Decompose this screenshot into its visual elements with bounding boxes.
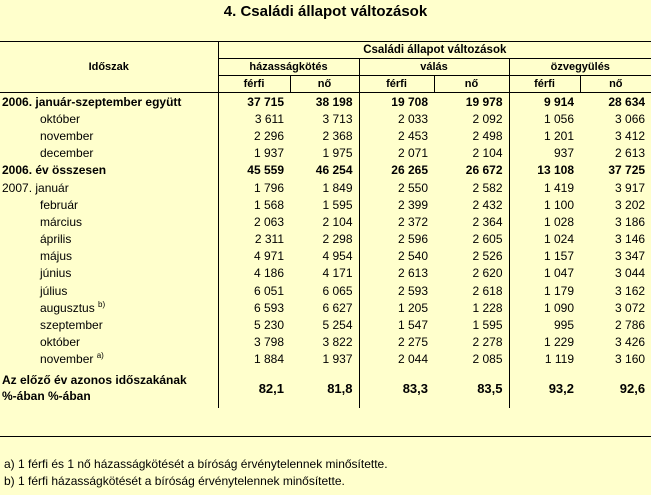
table-cell: 2 298 (322, 232, 353, 247)
table-cell: 2 786 (615, 318, 646, 333)
table-cell: 2 372 (359, 213, 434, 230)
table-cell: 1 205 (359, 299, 434, 316)
table-cell: 2 085 (472, 352, 503, 367)
data-table-container (0, 41, 651, 437)
table-row (0, 213, 651, 230)
header-leaf: nő (290, 76, 359, 93)
row-label: 2007. január (0, 179, 218, 196)
footnote-b: b) 1 férfi házasságkötését a bíróság érvénytelennek minősítette. (4, 474, 345, 488)
table-cell: 3 146 (615, 232, 646, 247)
table-cell: 3 713 (322, 111, 353, 126)
table-cell: 1 937 (322, 352, 353, 367)
footnote-marker: a) (96, 351, 104, 361)
table-cell: 2 582 (472, 180, 503, 195)
table-row (0, 248, 651, 265)
table-cell: 3 426 (615, 335, 646, 350)
table-cell: 6 065 (322, 283, 353, 298)
table-cell: 1 937 (253, 146, 284, 161)
row-label: október (0, 334, 218, 351)
row-label: november (0, 127, 218, 144)
table-cell: 1 796 (253, 180, 284, 195)
table-cell: 2 071 (359, 145, 434, 162)
table-cell: 2 453 (359, 127, 434, 144)
table-cell: 1 595 (472, 318, 503, 333)
table-cell: 2 278 (472, 335, 503, 350)
table-cell: 5 230 (253, 318, 284, 333)
row-label: június (0, 265, 218, 282)
table-cell: 1 028 (509, 213, 580, 230)
table-cell: 2 620 (472, 266, 503, 281)
table-row (0, 282, 651, 299)
table-cell: 1 056 (509, 110, 580, 127)
row-label: 2006. év összesen (0, 162, 218, 179)
table-cell: 46 254 (315, 163, 353, 178)
table-cell: 2 104 (322, 214, 353, 229)
table-cell: 1 047 (509, 265, 580, 282)
table-row (0, 110, 651, 127)
percentage-cell: 83,3 (359, 368, 434, 408)
table-cell: 3 162 (615, 283, 646, 298)
table-cell: 995 (509, 316, 580, 333)
data-table (0, 42, 651, 408)
table-cell: 1 595 (322, 197, 353, 212)
table-cell: 6 627 (322, 300, 353, 315)
page-title: 4. Családi állapot változások (223, 3, 428, 20)
table-cell: 1 100 (509, 196, 580, 213)
table-cell: 19 708 (359, 93, 434, 111)
table-cell: 2 368 (322, 128, 353, 143)
header-leaf: nő (434, 76, 509, 93)
table-cell: 2 092 (472, 111, 503, 126)
table-cell: 28 634 (608, 94, 646, 109)
row-label: december (0, 145, 218, 162)
row-label: november $^{a)}$ (0, 351, 218, 368)
row-label: október (0, 110, 218, 127)
row-label: április (0, 231, 218, 248)
table-cell: 2 275 (359, 334, 434, 351)
table-row (0, 316, 651, 333)
table-cell: 1 228 (472, 300, 503, 315)
table-cell: 3 044 (615, 266, 646, 281)
percentage-row (0, 368, 651, 408)
table-cell: 2 613 (615, 146, 646, 161)
table-row (0, 196, 651, 213)
table-cell: 3 186 (615, 214, 646, 229)
row-label: május (0, 248, 218, 265)
table-cell: 3 822 (322, 335, 353, 350)
row-label: szeptember (0, 316, 218, 333)
table-cell: 1 568 (253, 197, 284, 212)
table-cell: 1 090 (509, 299, 580, 316)
row-label: július (0, 282, 218, 299)
header-group-marriage: házasságkötés (218, 59, 359, 76)
table-cell: 3 412 (615, 128, 646, 143)
header-leaf: nő (580, 76, 651, 93)
table-cell: 3 202 (615, 197, 646, 212)
table-cell: 2 498 (472, 128, 503, 143)
table-cell: 2 296 (253, 128, 284, 143)
table-cell: 1 157 (509, 248, 580, 265)
table-cell: 6 051 (253, 283, 284, 298)
table-cell: 1 201 (509, 127, 580, 144)
table-cell: 2 540 (359, 248, 434, 265)
percentage-cell: 93,2 (509, 368, 580, 408)
table-cell: 45 559 (247, 163, 284, 178)
table-cell: 2 364 (472, 214, 503, 229)
row-label: február (0, 196, 218, 213)
table-cell: 3 347 (615, 249, 646, 264)
footnotes (4, 456, 388, 490)
header-group-divorce: válás (359, 59, 509, 76)
table-cell: 2 432 (472, 197, 503, 212)
table-cell: 3 798 (253, 335, 284, 350)
table-cell: 4 971 (253, 249, 284, 264)
table-cell: 2 596 (359, 231, 434, 248)
footnote-a: a) 1 férfi és 1 nő házasságkötését a bíróság érvénytelennek minősítette. (4, 457, 388, 471)
table-cell: 1 975 (322, 146, 353, 161)
row-label: március (0, 213, 218, 230)
table-row (0, 93, 651, 111)
table-row (0, 231, 651, 248)
table-cell: 3 917 (615, 180, 646, 195)
percentage-cell: 83,5 (477, 380, 503, 396)
table-cell: 4 171 (322, 266, 353, 281)
table-row (0, 299, 651, 316)
table-cell: 4 186 (253, 266, 284, 281)
table-cell: 5 254 (322, 318, 353, 333)
percentage-cell: 82,1 (258, 380, 284, 396)
table-cell: 2 063 (253, 214, 284, 229)
table-cell: 2 033 (359, 110, 434, 127)
table-cell: 2 618 (472, 283, 503, 298)
percentage-label: Az előző év azonos időszakának %-ában %-ában (0, 368, 218, 408)
table-row (0, 334, 651, 351)
period-header: Időszak (0, 42, 218, 93)
table-cell: 26 265 (359, 162, 434, 179)
table-cell: 26 672 (465, 163, 503, 178)
table-cell: 2 311 (254, 232, 284, 247)
table-cell: 937 (509, 145, 580, 162)
table-cell: 2 526 (472, 249, 503, 264)
header-group-widowhood: özvegyülés (509, 59, 651, 76)
table-cell: 1 884 (253, 352, 284, 367)
header-leaf: férfi (218, 76, 290, 93)
percentage-cell: 81,8 (327, 380, 353, 396)
table-row (0, 265, 651, 282)
table-cell: 13 108 (509, 162, 580, 179)
table-cell: 3 611 (254, 111, 284, 126)
table-cell: 37 715 (247, 94, 284, 109)
row-label: 2006. január-szeptember együtt (0, 93, 218, 111)
table-cell: 2 104 (472, 146, 503, 161)
table-cell: 2 399 (359, 196, 434, 213)
table-cell: 19 978 (465, 94, 503, 109)
header-leaf: férfi (509, 76, 580, 93)
table-cell: 4 954 (322, 249, 353, 264)
table-cell: 1 119 (509, 351, 580, 368)
header-leaf: férfi (359, 76, 434, 93)
column-group-header: Családi állapot változások (218, 42, 651, 59)
table-cell: 37 725 (608, 163, 646, 178)
table-cell: 6 593 (253, 300, 284, 315)
table-cell: 2 593 (359, 282, 434, 299)
table-row (0, 145, 651, 162)
row-label: augusztus $^{b)}$ (0, 299, 218, 316)
table-row (0, 162, 651, 179)
percentage-cell: 92,6 (619, 380, 646, 396)
table-cell: 1 547 (359, 316, 434, 333)
table-cell: 2 044 (359, 351, 434, 368)
table-cell: 9 914 (509, 93, 580, 111)
table-cell: 3 066 (615, 111, 646, 126)
table-cell: 1 849 (322, 180, 353, 195)
table-cell: 3 160 (615, 352, 646, 367)
table-cell: 1 024 (509, 231, 580, 248)
table-row (0, 351, 651, 368)
table-cell: 1 229 (509, 334, 580, 351)
table-cell: 38 198 (315, 94, 353, 109)
table-cell: 1 179 (509, 282, 580, 299)
table-cell: 1 419 (509, 179, 580, 196)
table-row (0, 127, 651, 144)
table-cell: 2 605 (472, 232, 503, 247)
table-cell: 2 550 (359, 179, 434, 196)
table-cell: 3 072 (615, 300, 646, 315)
table-row (0, 179, 651, 196)
table-cell: 2 613 (359, 265, 434, 282)
footnote-marker: b) (98, 299, 106, 309)
